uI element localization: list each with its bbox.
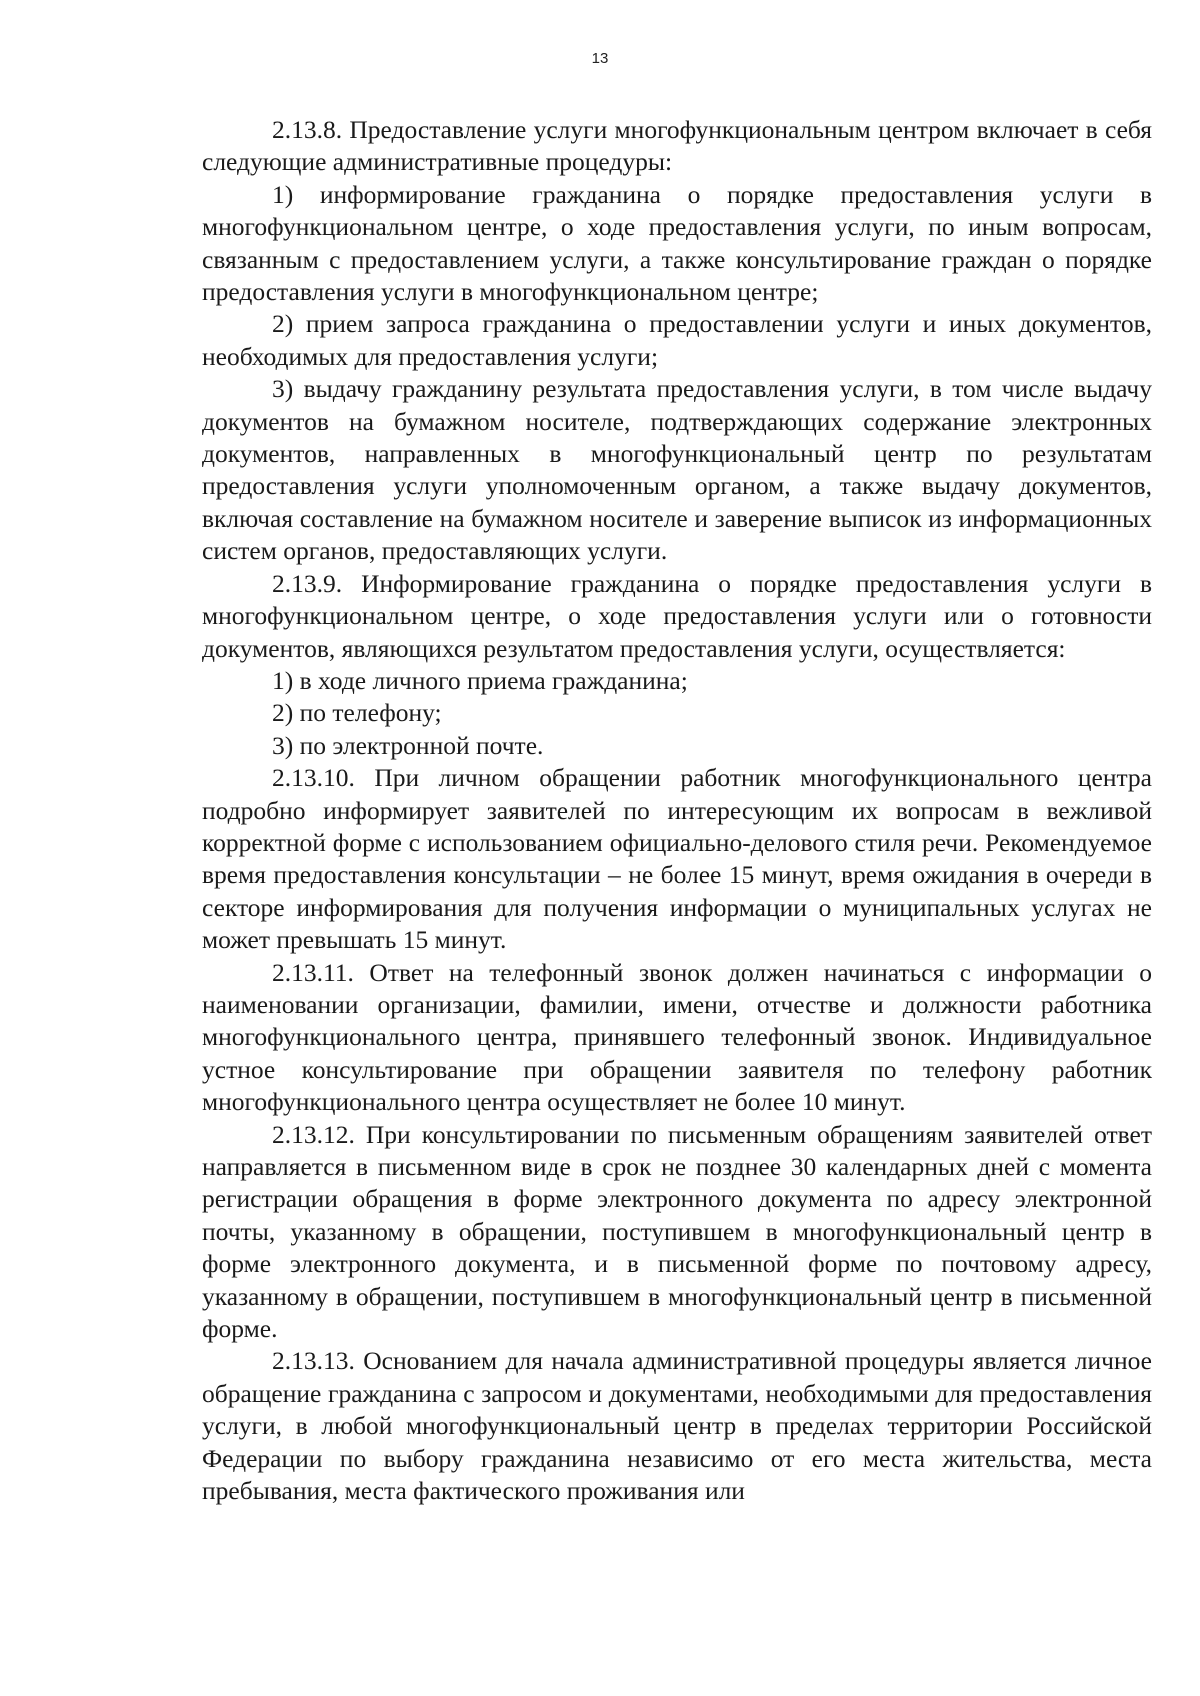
paragraph-2-13-8: 2.13.8. Предоставление услуги многофункциональным центром включает в себя следующие административные процедуры: xyxy=(202,115,1152,177)
paragraph-2-13-9: 2.13.9. Информирование гражданина о порядке предоставления услуги в многофункциональном центре, о ходе предоставления услуги или о готовности документов, являющихся результатом предоставления услуги, осуществляется: xyxy=(202,568,1152,663)
paragraph-2-13-12: 2.13.12. При консультировании по письменным обращениям заявителей ответ направляется в письменном виде в срок не позднее 30 календарных дней с момента регистрации обращения в форме электронного документа по адресу электронной почты, указанному в обращении, поступившем в многофункциональный центр в форме электронного документа, и в письменной форме по почтовому адресу, указанному в обращении, поступившем в многофункциональный центр в письменной форме. xyxy=(202,1119,1152,1344)
document-body xyxy=(202,114,1152,1507)
list-item-phone: 2) по телефону; xyxy=(272,698,442,728)
list-item-result-issuance: 3) выдачу гражданину результата предоставления услуги, в том числе выдачу документов на бумажном носителе, подтверждающих содержание электронных документов, направленных в многофункциональный центр по результатам предоставления услуги уполномоченным органом, а также выдачу документов, включая составление на бумажном носителе и заверение выписок из информационных систем органов, предоставляющих услуги. xyxy=(202,374,1152,566)
list-item-request-intake: 2) прием запроса гражданина о предоставлении услуги и иных документов, необходимых для предоставления услуги; xyxy=(202,309,1152,371)
paragraph-2-13-10: 2.13.10. При личном обращении работник многофункционального центра подробно информирует заявителей по интересующим их вопросам в вежливой корректной форме с использованием официально-делового стиля речи. Рекомендуемое время предоставления консультации – не более 15 минут, время ожидания в очереди в секторе информирования для получения информации о муниципальных услугах не может превышать 15 минут. xyxy=(202,763,1152,955)
list-item-informing: 1) информирование гражданина о порядке предоставления услуги в многофункциональном центре, о ходе предоставления услуги, по иным вопросам, связанным с предоставлением услуги, а также консультирование граждан о порядке предоставления услуги в многофункциональном центре; xyxy=(202,179,1152,307)
paragraph-2-13-11: 2.13.11. Ответ на телефонный звонок должен начинаться с информации о наименовании организации, фамилии, имени, отчестве и должности работника многофункционального центра, принявшего телефонный звонок. Индивидуальное устное консультирование при обращении заявителя по телефону работник многофункционального центра осуществляет не более 10 минут. xyxy=(202,957,1152,1117)
list-item-email: 3) по электронной почте. xyxy=(272,730,544,760)
list-item-personal-reception: 1) в ходе личного приема гражданина; xyxy=(272,665,688,695)
page-number: 13 xyxy=(591,50,609,67)
paragraph-2-13-13: 2.13.13. Основанием для начала административной процедуры является личное обращение гражданина с запросом и документами, необходимыми для предоставления услуги, в любой многофункциональный центр в пределах территории Российской Федерации по выбору гражданина независимо от его места жительства, места пребывания, места фактического проживания или xyxy=(202,1346,1152,1506)
